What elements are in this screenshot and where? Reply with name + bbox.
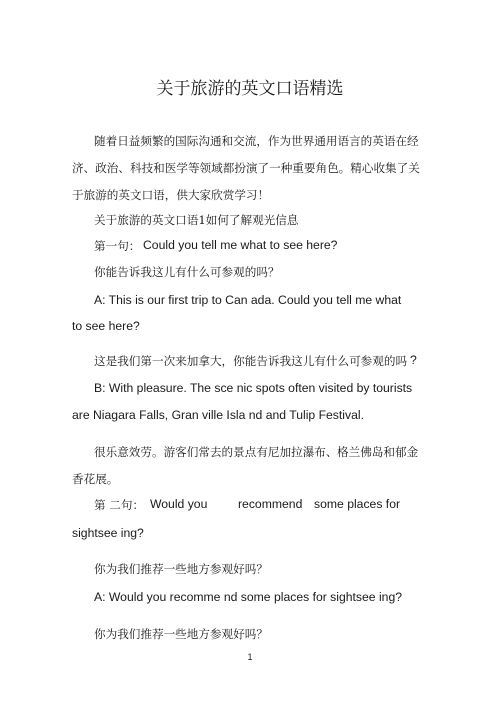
question-2-word-2: recommend xyxy=(238,497,303,511)
question-1-label: 第一句： xyxy=(94,239,141,253)
section-heading: 关于旅游的英文口语1如何了解观光信息 xyxy=(94,213,299,227)
question-2-label: 第 二句： xyxy=(94,498,145,512)
answer-b1-chinese-line-2: 香花展。 xyxy=(72,472,119,486)
answer-a2-english: A: Would you recomme nd some places for sightsee ing? xyxy=(94,590,403,604)
question-1-chinese: 你能告诉我这儿有什么可参观的吗？ xyxy=(94,265,280,279)
answer-a2-chinese: 你为我们推荐一些地方参观好吗？ xyxy=(94,627,268,641)
answer-a1-english-line-2: to see here? xyxy=(72,319,140,333)
answer-b1-chinese-line-1a: 很乐意效劳。游客们常去的景点有尼加拉瀑布、 xyxy=(94,445,338,459)
answer-b1-english-line-1: B: With pleasure. The sce nic spots often visited by tourists xyxy=(94,381,413,395)
question-1-english: Could you tell me what to see here? xyxy=(143,238,338,252)
answer-b1-chinese-line-1b: 格兰佛岛和郁金 xyxy=(337,445,419,459)
question-2-english-line-2: sightsee ing? xyxy=(72,526,144,540)
answer-b1-english-line-2: are Niagara Falls, Gran ville Isla nd and Tulip Festival. xyxy=(72,408,364,422)
question-2-chinese: 你为我们推荐一些地方参观好吗？ xyxy=(94,562,268,576)
intro-line-1: 随着日益频繁的国际沟通和交流，作为世界通用语言的英语在经 xyxy=(94,134,419,148)
answer-a1-chinese-mark: ? xyxy=(410,353,417,367)
page-number: 1 xyxy=(247,652,253,662)
answer-a1-chinese: 这是我们第一次来加拿大，你能告诉我这儿有什么可参观的吗 xyxy=(94,354,408,368)
intro-line-3: 于旅游的英文口语，供大家欣赏学习！ xyxy=(72,188,270,202)
question-2-word-3: some places for xyxy=(314,497,401,511)
intro-line-2: 济、政治、科技和医学等领域都扮演了一种重要角色。精心收集了关 xyxy=(72,161,420,175)
question-2-word-1: Would you xyxy=(150,497,208,511)
page-title: 关于旅游的英文口语精选 xyxy=(156,79,344,99)
answer-a1-english-line-1: A: This is our first trip to Can ada. Could you tell me what xyxy=(94,293,402,307)
